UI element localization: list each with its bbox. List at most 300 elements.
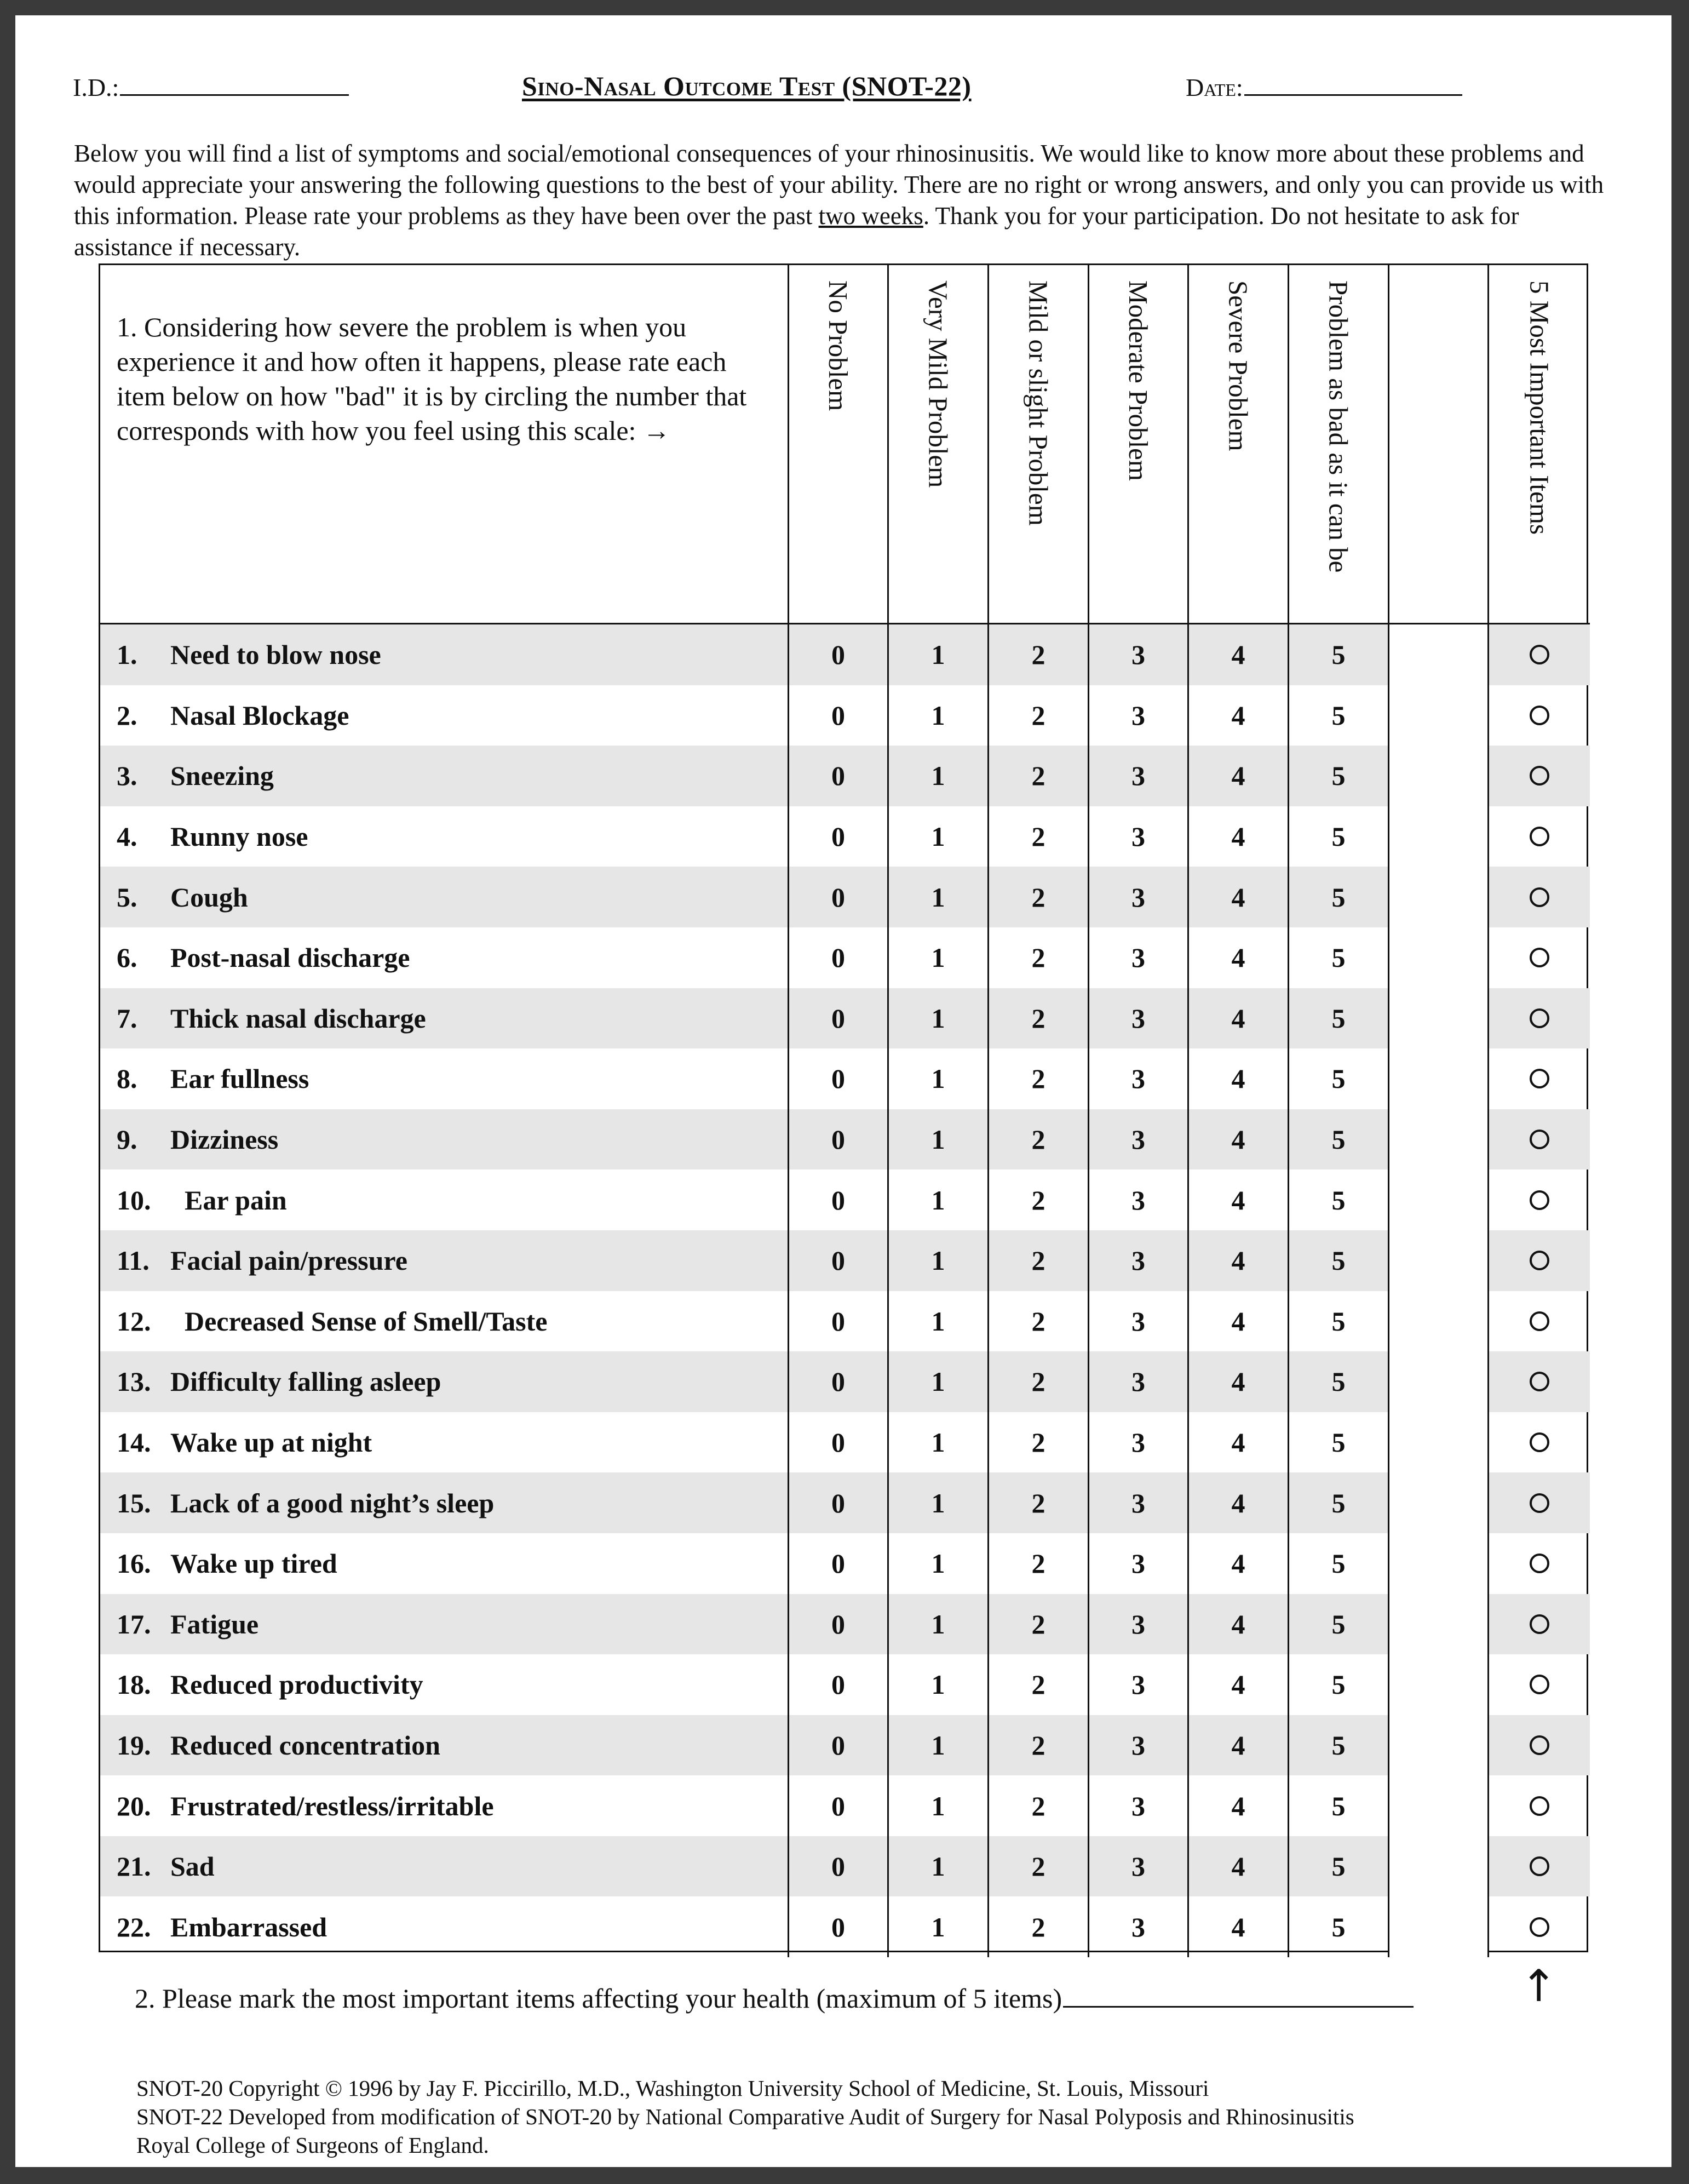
symptom-label	[100, 1230, 789, 1291]
symptom-label	[100, 1170, 789, 1230]
spacer-cell	[1389, 1533, 1489, 1594]
score-option[interactable]: 5	[1289, 1230, 1389, 1291]
score-option[interactable]: 0	[789, 1896, 889, 1957]
score-option[interactable]: 0	[789, 1109, 889, 1170]
score-option[interactable]: 1	[889, 806, 989, 867]
score-option[interactable]: 3	[1089, 1896, 1189, 1957]
score-option[interactable]: 3	[1089, 746, 1189, 806]
item-text: Lack of a good night’s sleep	[170, 1487, 495, 1518]
score-option[interactable]: 3	[1089, 1533, 1189, 1594]
column-header-2	[889, 265, 989, 624]
score-option[interactable]: 4	[1189, 1412, 1289, 1473]
score-option[interactable]: 2	[989, 1896, 1089, 1957]
circle-icon	[1530, 1432, 1549, 1452]
spacer-cell	[1389, 1594, 1489, 1655]
important-item-checkbox[interactable]	[1489, 1594, 1590, 1655]
score-option[interactable]: 2	[989, 1472, 1089, 1533]
important-item-checkbox[interactable]	[1489, 1412, 1590, 1473]
circle-icon	[1530, 706, 1549, 725]
important-item-checkbox[interactable]	[1489, 1775, 1590, 1836]
item-text: Frustrated/restless/irritable	[170, 1790, 494, 1821]
score-option[interactable]: 4	[1189, 1533, 1289, 1594]
score-option[interactable]: 0	[789, 1594, 889, 1655]
score-option[interactable]: 4	[1189, 927, 1289, 988]
spacer-cell	[1389, 1472, 1489, 1533]
important-item-checkbox[interactable]	[1489, 1351, 1590, 1412]
circle-icon	[1530, 1130, 1549, 1149]
id-field	[73, 72, 349, 102]
spacer-cell	[1389, 624, 1489, 685]
rating-prompt: 1. Considering how severe the problem is when you experience it and how often it happens, please rate each item below on how "bad" it is by circling the number that corresponds with how you feel using this scale: →	[100, 265, 789, 624]
score-option[interactable]: 5	[1289, 685, 1389, 746]
score-option[interactable]: 0	[789, 624, 889, 685]
up-arrow-icon: ↑	[1520, 1961, 1558, 2011]
item-number: 10.	[117, 1184, 151, 1216]
form-header	[73, 72, 1606, 105]
score-option[interactable]: 3	[1089, 1715, 1189, 1776]
important-item-checkbox[interactable]	[1489, 1230, 1590, 1291]
spacer-cell	[1389, 1412, 1489, 1473]
form-page	[15, 15, 1671, 2167]
score-option[interactable]: 4	[1189, 867, 1289, 927]
score-option[interactable]: 4	[1189, 1291, 1289, 1352]
column-header-4	[1089, 265, 1189, 624]
circle-icon	[1530, 645, 1549, 664]
item-text: Post-nasal discharge	[170, 942, 410, 973]
id-label: I.D.:	[73, 73, 119, 101]
important-item-checkbox[interactable]	[1489, 1654, 1590, 1715]
symptom-label	[100, 624, 789, 685]
spacer-cell	[1389, 1654, 1489, 1715]
item-text: Facial pain/pressure	[170, 1245, 407, 1276]
symptom-label	[100, 1594, 789, 1655]
spacer-cell	[1389, 746, 1489, 806]
symptom-label	[100, 988, 789, 1049]
important-item-checkbox[interactable]	[1489, 806, 1590, 867]
score-option[interactable]: 0	[789, 1048, 889, 1109]
circle-icon	[1530, 887, 1549, 907]
score-option[interactable]: 4	[1189, 1170, 1289, 1230]
score-option[interactable]: 3	[1089, 1170, 1189, 1230]
score-option[interactable]: 0	[789, 1836, 889, 1897]
score-option[interactable]: 4	[1189, 1715, 1289, 1776]
score-option[interactable]: 0	[789, 1170, 889, 1230]
important-item-checkbox[interactable]	[1489, 1109, 1590, 1170]
symptom-label	[100, 1775, 789, 1836]
score-option[interactable]: 1	[889, 1412, 989, 1473]
item-text: Dizziness	[170, 1124, 279, 1155]
score-option[interactable]: 1	[889, 1048, 989, 1109]
column-header-5	[1189, 265, 1289, 624]
score-option[interactable]: 3	[1089, 1654, 1189, 1715]
score-option[interactable]: 5	[1289, 624, 1389, 685]
score-option[interactable]: 4	[1189, 1836, 1289, 1897]
spacer-cell	[1389, 685, 1489, 746]
score-option[interactable]: 2	[989, 1533, 1089, 1594]
score-option[interactable]: 1	[889, 927, 989, 988]
item-text: Nasal Blockage	[170, 700, 349, 731]
date-label: Date:	[1186, 73, 1243, 101]
score-option[interactable]: 4	[1189, 1896, 1289, 1957]
item-number: 4.	[117, 821, 137, 852]
date-blank[interactable]	[1244, 72, 1462, 96]
column-header-1	[789, 265, 889, 624]
instructions	[74, 138, 1607, 263]
symptom-label	[100, 1533, 789, 1594]
important-item-checkbox[interactable]	[1489, 1836, 1590, 1897]
score-option[interactable]: 4	[1189, 806, 1289, 867]
spacer-cell	[1389, 1896, 1489, 1957]
symptom-table	[99, 263, 1588, 1952]
score-option[interactable]: 1	[889, 685, 989, 746]
column-header-label: Very Mild Problem	[923, 280, 953, 488]
important-item-checkbox[interactable]	[1489, 1896, 1590, 1957]
spacer-cell	[1389, 927, 1489, 988]
important-item-checkbox[interactable]	[1489, 1533, 1590, 1594]
score-option[interactable]: 5	[1289, 806, 1389, 867]
important-item-checkbox[interactable]	[1489, 1048, 1590, 1109]
score-option[interactable]: 5	[1289, 1896, 1389, 1957]
score-option[interactable]: 1	[889, 1472, 989, 1533]
form-title: Sino-Nasal Outcome Test (SNOT-22)	[522, 71, 972, 101]
item-number: 13.	[117, 1366, 151, 1397]
score-option[interactable]: 5	[1289, 1594, 1389, 1655]
score-option[interactable]: 2	[989, 1291, 1089, 1352]
item-number: 22.	[117, 1911, 151, 1942]
footer-line-3: Royal College of Surgeons of England.	[136, 2133, 489, 2158]
item-number: 6.	[117, 942, 137, 973]
score-option[interactable]: 4	[1189, 1775, 1289, 1836]
score-option[interactable]: 4	[1189, 1230, 1289, 1291]
score-option[interactable]: 0	[789, 867, 889, 927]
important-item-checkbox[interactable]	[1489, 685, 1590, 746]
item-number: 1.	[117, 639, 137, 670]
symptom-label	[100, 1412, 789, 1473]
score-option[interactable]: 1	[889, 1836, 989, 1897]
score-option[interactable]: 5	[1289, 927, 1389, 988]
column-header-label: Moderate Problem	[1123, 280, 1153, 481]
score-option[interactable]: 2	[989, 1351, 1089, 1412]
item-number: 15.	[117, 1487, 151, 1518]
score-option[interactable]: 0	[789, 1351, 889, 1412]
score-option[interactable]: 1	[889, 1594, 989, 1655]
score-option[interactable]: 0	[789, 1533, 889, 1594]
score-option[interactable]: 4	[1189, 624, 1289, 685]
score-option[interactable]: 0	[789, 927, 889, 988]
item-number: 7.	[117, 1002, 137, 1034]
symptom-label	[100, 1896, 789, 1957]
score-option[interactable]: 2	[989, 1654, 1089, 1715]
item-text: Runny nose	[170, 821, 308, 852]
score-option[interactable]: 4	[1189, 988, 1289, 1049]
score-option[interactable]: 2	[989, 1775, 1089, 1836]
spacer-cell	[1389, 1351, 1489, 1412]
score-option[interactable]: 2	[989, 1715, 1089, 1776]
column-header-label: Severe Problem	[1223, 280, 1254, 451]
item-number: 9.	[117, 1124, 137, 1155]
score-option[interactable]: 5	[1289, 1291, 1389, 1352]
spacer-cell	[1389, 1775, 1489, 1836]
important-item-checkbox[interactable]	[1489, 988, 1590, 1049]
item-text: Reduced concentration	[170, 1729, 440, 1761]
score-option[interactable]: 5	[1289, 1533, 1389, 1594]
important-item-checkbox[interactable]	[1489, 1472, 1590, 1533]
column-header-3	[989, 265, 1089, 624]
important-item-checkbox[interactable]	[1489, 624, 1590, 685]
item-number: 11.	[117, 1245, 150, 1276]
circle-icon	[1530, 1554, 1549, 1573]
item-number: 3.	[117, 760, 137, 792]
score-option[interactable]: 3	[1089, 1351, 1189, 1412]
score-option[interactable]: 1	[889, 1170, 989, 1230]
footer-line-1: SNOT-20 Copyright © 1996 by Jay F. Piccirillo, M.D., Washington University School of Medicine, St. Louis, Missouri	[136, 2076, 1209, 2101]
circle-icon	[1530, 1251, 1549, 1270]
score-option[interactable]: 5	[1289, 1775, 1389, 1836]
score-option[interactable]: 5	[1289, 1472, 1389, 1533]
score-option[interactable]: 2	[989, 988, 1089, 1049]
spacer-cell	[1389, 1715, 1489, 1776]
score-option[interactable]: 2	[989, 746, 1089, 806]
question-2-blank[interactable]	[1063, 1981, 1414, 2008]
circle-icon	[1530, 948, 1549, 967]
score-option[interactable]: 5	[1289, 1109, 1389, 1170]
item-text: Ear fullness	[170, 1063, 309, 1094]
score-option[interactable]: 3	[1089, 685, 1189, 746]
column-header-label: 5 Most Important Items	[1524, 280, 1555, 535]
spacer-cell	[1389, 1109, 1489, 1170]
score-option[interactable]: 0	[789, 1230, 889, 1291]
score-option[interactable]: 1	[889, 1533, 989, 1594]
circle-icon	[1530, 1372, 1549, 1391]
date-field	[1186, 72, 1462, 102]
column-header-label: Problem as bad as it can be	[1323, 280, 1354, 573]
score-option[interactable]: 1	[889, 1775, 989, 1836]
score-option[interactable]: 1	[889, 1291, 989, 1352]
score-option[interactable]: 0	[789, 1412, 889, 1473]
score-option[interactable]: 0	[789, 1291, 889, 1352]
item-text: Fatigue	[170, 1608, 259, 1640]
score-option[interactable]: 2	[989, 1412, 1089, 1473]
spacer-cell	[1389, 1048, 1489, 1109]
score-option[interactable]: 3	[1089, 1836, 1189, 1897]
score-option[interactable]: 0	[789, 746, 889, 806]
column-header-label: No Problem	[823, 280, 853, 411]
score-option[interactable]: 3	[1089, 1594, 1189, 1655]
circle-icon	[1530, 1614, 1549, 1634]
symptom-label	[100, 1048, 789, 1109]
score-option[interactable]: 4	[1189, 1472, 1289, 1533]
score-option[interactable]: 1	[889, 1351, 989, 1412]
score-option[interactable]: 2	[989, 1170, 1089, 1230]
item-number: 20.	[117, 1790, 151, 1821]
item-text: Reduced productivity	[170, 1669, 423, 1700]
score-option[interactable]: 4	[1189, 1351, 1289, 1412]
item-text: Decreased Sense of Smell/Taste	[185, 1305, 548, 1337]
score-option[interactable]: 4	[1189, 1109, 1289, 1170]
item-text: Sad	[170, 1851, 215, 1882]
score-option[interactable]: 2	[989, 685, 1089, 746]
score-option[interactable]: 5	[1289, 1715, 1389, 1776]
score-option[interactable]: 3	[1089, 1230, 1189, 1291]
spacer-cell	[1389, 1230, 1489, 1291]
symptom-label	[100, 806, 789, 867]
important-item-checkbox[interactable]	[1489, 1291, 1590, 1352]
circle-icon	[1530, 1493, 1549, 1513]
score-option[interactable]: 3	[1089, 1048, 1189, 1109]
score-option[interactable]: 1	[889, 1230, 989, 1291]
score-option[interactable]: 0	[789, 806, 889, 867]
score-option[interactable]: 4	[1189, 1594, 1289, 1655]
instructions-text: Below you will find a list of symptoms and social/emotional consequences of your rhinosinusitis. We would like to know more about these problems and would appreciate your answering the following questions to the best of your ability. There are no right or wrong answers, and only you can provide us with this information. Please rate your problems as they have been over the past	[74, 140, 1604, 230]
item-text: Difficulty falling asleep	[170, 1366, 441, 1397]
score-option[interactable]: 5	[1289, 867, 1389, 927]
score-option[interactable]: 2	[989, 927, 1089, 988]
score-option[interactable]: 5	[1289, 746, 1389, 806]
score-option[interactable]: 2	[989, 1109, 1089, 1170]
score-option[interactable]: 3	[1089, 867, 1189, 927]
score-option[interactable]: 3	[1089, 1109, 1189, 1170]
item-number: 8.	[117, 1063, 137, 1094]
item-number: 16.	[117, 1548, 151, 1579]
item-text: Embarrassed	[170, 1911, 328, 1942]
symptom-label	[100, 1715, 789, 1776]
score-option[interactable]: 1	[889, 624, 989, 685]
score-option[interactable]: 1	[889, 746, 989, 806]
instructions-period: two weeks	[818, 202, 923, 230]
item-text: Ear pain	[185, 1184, 287, 1216]
column-header-8	[1489, 265, 1590, 624]
item-text: Thick nasal discharge	[170, 1002, 426, 1034]
score-option[interactable]: 4	[1189, 685, 1289, 746]
item-number: 21.	[117, 1851, 151, 1882]
symptom-label	[100, 1351, 789, 1412]
score-option[interactable]: 1	[889, 988, 989, 1049]
score-option[interactable]: 3	[1089, 1291, 1189, 1352]
score-option[interactable]: 3	[1089, 1775, 1189, 1836]
circle-icon	[1530, 1008, 1549, 1028]
score-option[interactable]: 3	[1089, 927, 1189, 988]
column-header-7	[1389, 265, 1489, 624]
circle-icon	[1530, 1917, 1549, 1937]
item-number: 19.	[117, 1729, 151, 1761]
item-number: 12.	[117, 1305, 151, 1337]
score-option[interactable]: 2	[989, 624, 1089, 685]
score-option[interactable]: 2	[989, 867, 1089, 927]
score-option[interactable]: 5	[1289, 1351, 1389, 1412]
score-option[interactable]: 3	[1089, 624, 1189, 685]
column-header-label: Mild or slight Problem	[1023, 280, 1054, 526]
score-option[interactable]: 0	[789, 1715, 889, 1776]
item-number: 18.	[117, 1669, 151, 1700]
important-item-checkbox[interactable]	[1489, 1170, 1590, 1230]
score-option[interactable]: 4	[1189, 1654, 1289, 1715]
spacer-cell	[1389, 867, 1489, 927]
circle-icon	[1530, 827, 1549, 846]
circle-icon	[1530, 1311, 1549, 1331]
item-text: Cough	[170, 881, 248, 913]
copyright-footer	[136, 2074, 1615, 2159]
instructions-closing: . Thank you for your participation. Do not hesitate to ask for assistance if necessary.	[74, 202, 1519, 261]
circle-icon	[1530, 766, 1549, 786]
score-option[interactable]: 3	[1089, 1412, 1189, 1473]
score-option[interactable]: 1	[889, 867, 989, 927]
score-option[interactable]: 1	[889, 1715, 989, 1776]
circle-icon	[1530, 1675, 1549, 1694]
important-item-checkbox[interactable]	[1489, 746, 1590, 806]
item-number: 17.	[117, 1608, 151, 1640]
important-item-checkbox[interactable]	[1489, 1715, 1590, 1776]
spacer-cell	[1389, 988, 1489, 1049]
id-blank[interactable]	[120, 72, 349, 96]
score-option[interactable]: 2	[989, 1230, 1089, 1291]
symptom-label	[100, 1472, 789, 1533]
score-option[interactable]: 1	[889, 1896, 989, 1957]
symptom-label	[100, 927, 789, 988]
spacer-cell	[1389, 1836, 1489, 1897]
question-2	[135, 1981, 1515, 2014]
symptom-label	[100, 867, 789, 927]
score-option[interactable]: 5	[1289, 1048, 1389, 1109]
score-option[interactable]: 5	[1289, 1412, 1389, 1473]
item-number: 14.	[117, 1427, 151, 1458]
score-option[interactable]: 1	[889, 1654, 989, 1715]
score-option[interactable]: 2	[989, 1836, 1089, 1897]
score-option[interactable]: 3	[1089, 1472, 1189, 1533]
score-option[interactable]: 2	[989, 806, 1089, 867]
spacer-cell	[1389, 1170, 1489, 1230]
item-text: Need to blow nose	[170, 639, 381, 670]
symptom-label	[100, 1654, 789, 1715]
score-option[interactable]: 3	[1089, 806, 1189, 867]
spacer-cell	[1389, 1291, 1489, 1352]
symptom-label	[100, 746, 789, 806]
item-text: Wake up tired	[170, 1548, 337, 1579]
circle-icon	[1530, 1069, 1549, 1088]
score-option[interactable]: 5	[1289, 1170, 1389, 1230]
score-option[interactable]: 5	[1289, 1836, 1389, 1897]
symptom-label	[100, 1109, 789, 1170]
score-option[interactable]: 5	[1289, 988, 1389, 1049]
score-option[interactable]: 2	[989, 1048, 1089, 1109]
circle-icon	[1530, 1856, 1549, 1876]
symptom-label	[100, 685, 789, 746]
question-2-text: 2. Please mark the most important items affecting your health (maximum of 5 items)	[135, 1983, 1062, 2014]
score-option[interactable]: 5	[1289, 1654, 1389, 1715]
score-option[interactable]: 0	[789, 1775, 889, 1836]
score-option[interactable]: 0	[789, 1654, 889, 1715]
item-number: 2.	[117, 700, 137, 731]
score-option[interactable]: 2	[989, 1594, 1089, 1655]
symptom-label	[100, 1291, 789, 1352]
score-option[interactable]: 3	[1089, 988, 1189, 1049]
circle-icon	[1530, 1190, 1549, 1210]
item-number: 5.	[117, 881, 137, 913]
score-option[interactable]: 4	[1189, 1048, 1289, 1109]
item-text: Sneezing	[170, 760, 274, 792]
symptom-label	[100, 1836, 789, 1897]
item-text: Wake up at night	[170, 1427, 372, 1458]
score-option[interactable]: 0	[789, 685, 889, 746]
score-option[interactable]: 0	[789, 988, 889, 1049]
score-option[interactable]: 0	[789, 1472, 889, 1533]
circle-icon	[1530, 1796, 1549, 1816]
circle-icon	[1530, 1735, 1549, 1755]
score-option[interactable]: 4	[1189, 746, 1289, 806]
score-option[interactable]: 1	[889, 1109, 989, 1170]
important-item-checkbox[interactable]	[1489, 927, 1590, 988]
important-item-checkbox[interactable]	[1489, 867, 1590, 927]
spacer-cell	[1389, 806, 1489, 867]
